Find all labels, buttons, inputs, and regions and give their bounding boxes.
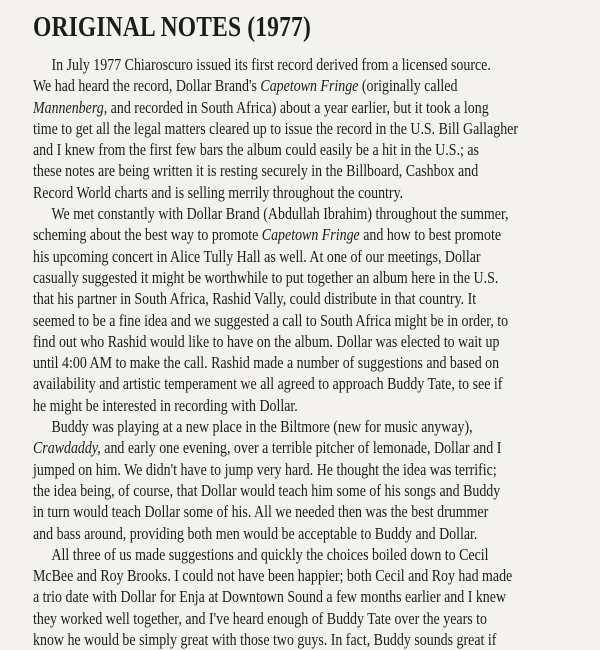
text-line: [33, 629, 497, 650]
text-line: [33, 395, 487, 416]
paragraph: [33, 416, 573, 544]
text-run: his upcoming concert in Alice Tully Hall as well. At one of our meetings, Dollar: [33, 246, 481, 266]
paragraph: [33, 54, 573, 203]
text-run: he might be interested in recording with Dollar.: [33, 395, 298, 415]
text-run: scheming about the best way to promote: [33, 225, 262, 245]
text-run: Record World charts and is selling merrily throughout the country.: [33, 182, 404, 202]
text-line: [33, 246, 487, 267]
text-line: [33, 373, 503, 394]
text-line: [33, 160, 487, 181]
text-run: and how to best promote: [359, 225, 502, 245]
text-line: [33, 54, 491, 75]
text-line: [33, 523, 487, 544]
text-line: [33, 203, 509, 224]
paragraph: [33, 544, 573, 650]
text-run: (originally called: [358, 76, 458, 96]
text-run: McBee and Roy Brooks. I could not have been happier; both Cecil and Roy had made: [33, 566, 513, 586]
text-run: We met constantly with Dollar Brand (Abdullah Ibrahim) throughout the summer,: [51, 204, 509, 224]
text-run: in turn would teach Dollar some of his. All we needed then was the best drummer: [33, 502, 489, 522]
text-line: [33, 118, 519, 139]
text-line: [33, 97, 487, 118]
text-run: know he would be simply great with those two guys. In fact, Buddy sounds great if: [33, 630, 497, 650]
text-run: until 4:00 AM to make the call. Rashid made a number of suggestions and based on: [33, 353, 500, 373]
text-line: [33, 139, 487, 160]
text-line: [33, 310, 509, 331]
text-line: [33, 416, 487, 437]
text-line: [33, 586, 507, 607]
text-run: , and recorded in South Africa) about a year earlier, but it took a long: [103, 97, 489, 117]
text-run: All three of us made suggestions and quickly the choices boiled down to Cecil: [51, 544, 489, 564]
text-run: Buddy was playing at a new place in the Biltmore (new for music anyway),: [51, 417, 473, 437]
text-line: [33, 480, 501, 501]
notes-body: [33, 54, 573, 650]
text-run: availability and artistic temperament we all agreed to approach Buddy Tate, to see if: [33, 374, 503, 394]
text-line: [33, 267, 499, 288]
text-run: and early one evening, over a terrible pitcher of lemonade, Dollar and I: [100, 438, 502, 458]
text-run: jumped on him. We didn't have to jump very hard. He thought the idea was terrific;: [33, 459, 497, 479]
text-line: [33, 565, 513, 586]
text-run: a trio date with Dollar for Enja at Downtown Sound a few months earlier and I knew: [33, 587, 507, 607]
italic-title: Mannenberg: [33, 97, 104, 117]
text-run: they worked well together, and I've heard enough of Buddy Tate over the years to: [33, 608, 487, 628]
italic-title: Crawdaddy,: [33, 438, 101, 458]
text-run: In July 1977 Chiaroscuro issued its first record derived from a licensed source.: [51, 55, 491, 74]
text-run: time to get all the legal matters cleared up to issue the record in the U.S. Bill Gallagher: [33, 118, 519, 138]
text-line: [33, 224, 502, 245]
text-line: [33, 288, 487, 309]
text-line: [33, 459, 497, 480]
text-run: that his partner in South Africa, Rashid Vally, could distribute in that country. It: [33, 289, 477, 309]
text-line: [33, 437, 502, 458]
italic-title: Capetown Fringe: [260, 76, 359, 96]
text-line: [33, 352, 500, 373]
text-line: [33, 182, 487, 203]
page-title: ORIGINAL NOTES (1977): [33, 12, 311, 43]
text-run: seemed to be a fine idea and we suggested a call to South Africa might be in order, to: [33, 310, 509, 330]
text-line: [33, 608, 487, 629]
text-run: and bass around, providing both men would be acceptable to Buddy and Dollar.: [33, 523, 478, 543]
text-line: [33, 331, 500, 352]
text-run: find out who Rashid would like to have on the album. Dollar was elected to wait up: [33, 331, 500, 351]
text-line: [33, 501, 487, 522]
paragraph: [33, 203, 573, 416]
text-line: [33, 75, 487, 96]
text-run: We had heard the record, Dollar Brand's: [33, 76, 261, 96]
text-run: the idea being, of course, that Dollar would teach him some of his songs and Buddy: [33, 480, 501, 500]
text-run: and I knew from the first few bars the album could easily be a hit in the U.S.; as: [33, 140, 479, 160]
text-run: casually suggested it might be worthwhile to put together an album here in the U.S.: [33, 267, 499, 287]
text-line: [33, 544, 487, 565]
italic-title: Capetown Fringe: [261, 225, 360, 245]
text-run: these notes are being written it is resting securely in the Billboard, Cashbox and: [33, 161, 479, 181]
